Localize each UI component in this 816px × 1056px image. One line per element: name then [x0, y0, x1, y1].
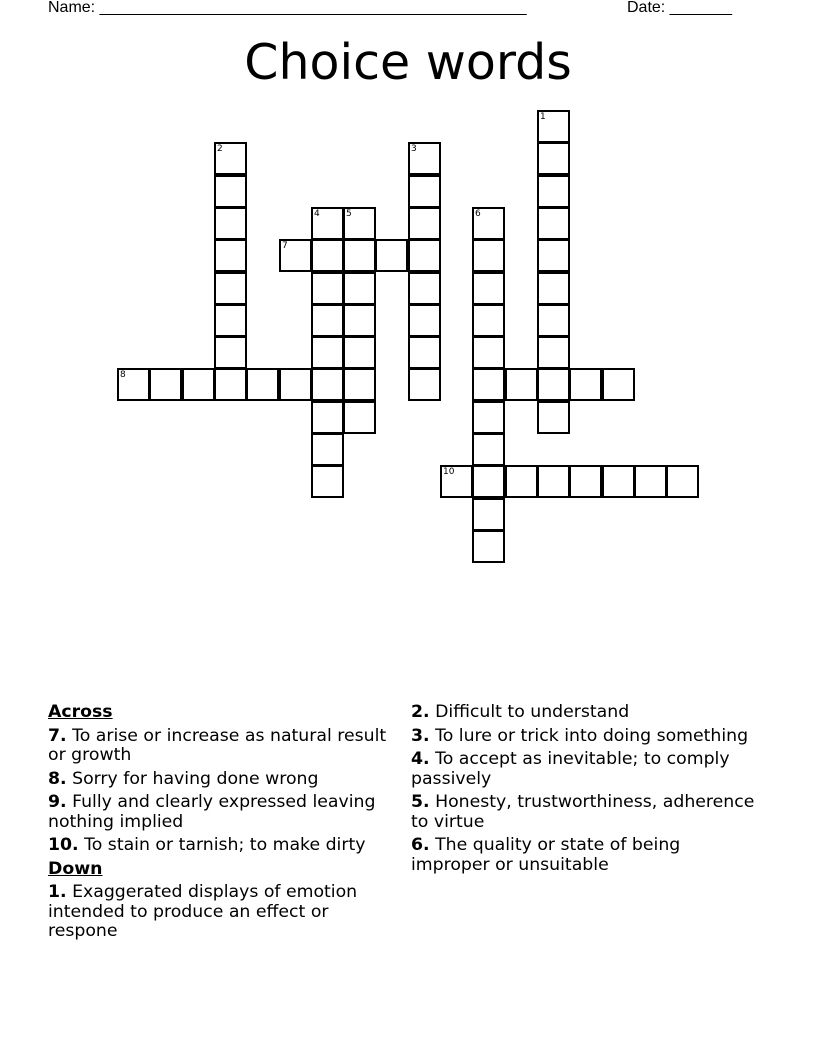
grid-cell[interactable]: [472, 401, 505, 434]
grid-cell[interactable]: [311, 336, 344, 369]
grid-cell[interactable]: [472, 239, 505, 272]
clue-number-label: 5: [346, 209, 352, 219]
clue-text: To accept as inevitable; to comply passively: [411, 749, 730, 789]
grid-cell[interactable]: [246, 368, 279, 401]
clue-number-label: 10: [443, 467, 455, 477]
grid-cell[interactable]: [440, 465, 473, 498]
date-label: Date: _______: [627, 0, 732, 16]
grid-cell[interactable]: [634, 465, 667, 498]
clue-down-5: [411, 793, 761, 832]
down-heading: Down: [48, 858, 103, 879]
grid-cell[interactable]: [472, 207, 505, 240]
grid-cell[interactable]: [343, 239, 376, 272]
grid-cell[interactable]: [408, 336, 441, 369]
clue-number: 2.: [411, 702, 430, 722]
clue-across-10: [48, 836, 398, 856]
grid-cell[interactable]: [375, 239, 408, 272]
clue-number: 9.: [48, 792, 67, 812]
clues-right-column: [411, 703, 761, 879]
clue-number: 8.: [48, 768, 67, 789]
grid-cell[interactable]: [408, 304, 441, 337]
grid-cell[interactable]: [408, 239, 441, 272]
clue-number-label: 3: [411, 144, 417, 154]
grid-cell[interactable]: [214, 272, 247, 305]
grid-cell[interactable]: [472, 433, 505, 466]
grid-cell[interactable]: [311, 272, 344, 305]
grid-cell[interactable]: [569, 368, 602, 401]
clue-down-3: [411, 727, 761, 747]
clue-number-label: 4: [314, 209, 320, 219]
grid-cell[interactable]: [279, 368, 312, 401]
grid-cell[interactable]: [408, 272, 441, 305]
grid-cell[interactable]: [343, 207, 376, 240]
name-label: Name: ________________________________________________: [48, 0, 527, 16]
grid-cell[interactable]: [666, 465, 699, 498]
clue-number-label: 1: [540, 112, 546, 122]
grid-cell[interactable]: [537, 110, 570, 143]
grid-cell[interactable]: [311, 401, 344, 434]
grid-cell[interactable]: [602, 465, 635, 498]
grid-cell[interactable]: [149, 368, 182, 401]
grid-cell[interactable]: [214, 239, 247, 272]
clue-text: The quality or state of being improper or unsuitable: [411, 835, 681, 875]
grid-cell[interactable]: [472, 465, 505, 498]
clue-number-label: 2: [217, 144, 223, 154]
grid-cell[interactable]: [311, 368, 344, 401]
grid-cell[interactable]: [472, 498, 505, 531]
clue-number: 4.: [411, 749, 430, 769]
grid-cell[interactable]: [311, 207, 344, 240]
clue-number: 10.: [48, 835, 79, 855]
grid-cell[interactable]: [343, 272, 376, 305]
clue-number-label: 7: [282, 241, 288, 251]
grid-cell[interactable]: [472, 368, 505, 401]
grid-cell[interactable]: [408, 142, 441, 175]
grid-cell[interactable]: [408, 207, 441, 240]
clue-text: To stain or tarnish; to make dirty: [84, 835, 366, 855]
clue-text: Fully and clearly expressed leaving nothing implied: [48, 792, 376, 832]
clue-down-2: [411, 703, 761, 723]
clue-text: Difficult to understand: [435, 702, 630, 722]
clue-number-label: 6: [475, 209, 481, 219]
grid-cell[interactable]: [537, 465, 570, 498]
grid-cell[interactable]: [602, 368, 635, 401]
clue-number: 7.: [48, 725, 67, 746]
grid-cell[interactable]: [408, 368, 441, 401]
grid-cell[interactable]: [214, 207, 247, 240]
grid-cell[interactable]: [472, 336, 505, 369]
grid-cell[interactable]: [311, 465, 344, 498]
grid-cell[interactable]: [537, 336, 570, 369]
grid-cell[interactable]: [214, 368, 247, 401]
grid-cell[interactable]: [408, 175, 441, 208]
grid-cell[interactable]: [537, 401, 570, 434]
clues-left-column: [48, 703, 398, 946]
clue-text: To arise or increase as natural result or growth: [48, 725, 387, 765]
grid-cell[interactable]: [537, 175, 570, 208]
grid-cell[interactable]: [537, 304, 570, 337]
grid-cell[interactable]: [343, 368, 376, 401]
grid-cell[interactable]: [343, 401, 376, 434]
grid-cell[interactable]: [214, 336, 247, 369]
clue-across-9: [48, 793, 398, 832]
grid-cell[interactable]: [343, 336, 376, 369]
clue-across-7: [48, 727, 398, 766]
clue-number-label: 8: [120, 370, 126, 380]
grid-cell[interactable]: [537, 142, 570, 175]
clue-number: 6.: [411, 835, 430, 855]
grid-cell[interactable]: [311, 433, 344, 466]
grid-cell[interactable]: [505, 465, 538, 498]
grid-cell[interactable]: [214, 175, 247, 208]
grid-cell[interactable]: [214, 142, 247, 175]
grid-cell[interactable]: [537, 207, 570, 240]
grid-cell[interactable]: [537, 368, 570, 401]
grid-cell[interactable]: [472, 272, 505, 305]
grid-cell[interactable]: [279, 239, 312, 272]
clue-across-8: [48, 770, 398, 790]
grid-cell[interactable]: [311, 239, 344, 272]
clue-number: 3.: [411, 725, 430, 746]
page-title: Choice words: [244, 34, 572, 91]
clue-down-4: [411, 750, 761, 789]
grid-cell[interactable]: [569, 465, 602, 498]
clue-text: Exaggerated displays of emotion intended to produce an effect or respone: [48, 882, 358, 941]
grid-cell[interactable]: [117, 368, 150, 401]
clue-down-1: [48, 883, 398, 942]
grid-cell[interactable]: [343, 304, 376, 337]
clue-down-6: [411, 836, 761, 875]
clue-text: To lure or trick into doing something: [435, 725, 749, 746]
clue-text: Honesty, trustworthiness, adherence to virtue: [411, 792, 755, 832]
grid-cell[interactable]: [214, 304, 247, 337]
grid-cell[interactable]: [537, 272, 570, 305]
grid-cell[interactable]: [472, 304, 505, 337]
grid-cell[interactable]: [311, 304, 344, 337]
clue-number: 5.: [411, 792, 430, 812]
grid-cell[interactable]: [472, 530, 505, 563]
grid-cell[interactable]: [537, 239, 570, 272]
grid-cell[interactable]: [505, 368, 538, 401]
clue-text: Sorry for having done wrong: [72, 768, 319, 789]
clue-number: 1.: [48, 882, 67, 902]
grid-cell[interactable]: [182, 368, 215, 401]
across-heading: Across: [48, 702, 113, 722]
